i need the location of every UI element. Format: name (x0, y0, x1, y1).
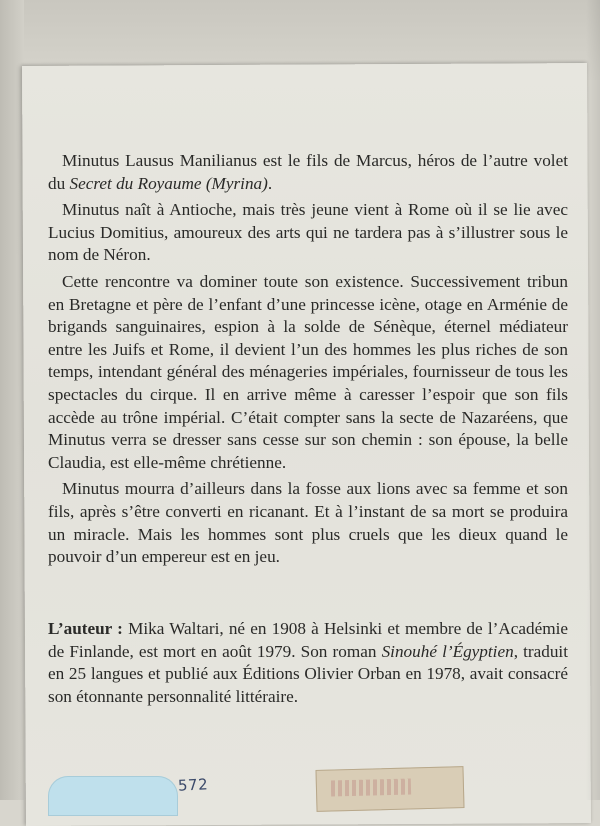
author-bio (48, 618, 568, 708)
author-book-title: Sinouhé l’Égyptien (381, 641, 514, 661)
blurb-text (48, 150, 568, 573)
blurb-paragraph-1: Minutus Lausus Manilianus est le fils de Marcus, héros de l’autre volet du Secret du Royaume (Myrina). (48, 151, 568, 193)
author-label: L’auteur : (48, 619, 123, 638)
blurb-paragraph-2: Minutus naît à Antioche, mais très jeune vient à Rome où il se lie avec Lucius Domitius, amoureux des arts qui ne tardera pas à s’illustrer sous le nom de Néron. (48, 200, 568, 265)
blurb-paragraph-4: Minutus mourra d’ailleurs dans la fosse aux lions avec sa femme et son fils, après s’être converti en ricanant. Et à l’instant de sa mort se produira un miracle. Mais les hommes sont plus cruels que les dieux quand le pouvoir d’un empereur est en jeu. (48, 479, 568, 567)
author-paragraph: L’auteur : Mika Waltari, né en 1908 à Helsinki et membre de l’Académie de Finlande, est mort en août 1979. Son roman Sinouhé l’Égyptien, traduit en 25 langues et publié aux Éditions Olivier Orban en 1978, avait consacré son étonnante personnalité littéraire. (48, 619, 568, 706)
label-tag-print (331, 778, 411, 796)
blurb-paragraph-3: Cette rencontre va dominer toute son existence. Successivement tribun en Bretagne et père de l’enfant d’une princesse icène, otage en Arménie de brigands sanguinaires, espion à la solde de Sénèque, éternel médiateur entre les Juifs et Rome, il devient l’un des hommes les plus riches de son temps, intendant général des ménageries impériales, fournisseur de tous les spectacles du cirque. Il en arrive même à caresser l’espoir que son fils accède au trône impérial. C’était compter sans la secte de Nazaréens, que Minutus verra se dresser sans cesse sur son chemin : son épouse, la belle Claudia, est elle-même chrétienne. (48, 271, 568, 472)
book-title-reference: Secret du Royaume (Myrina) (69, 173, 268, 193)
cover-edge-shadow (586, 0, 600, 800)
paper-label-tag (315, 766, 464, 812)
background-left-edge (0, 0, 24, 800)
blue-sticker (48, 776, 178, 816)
handwritten-price: 572 (177, 775, 209, 795)
